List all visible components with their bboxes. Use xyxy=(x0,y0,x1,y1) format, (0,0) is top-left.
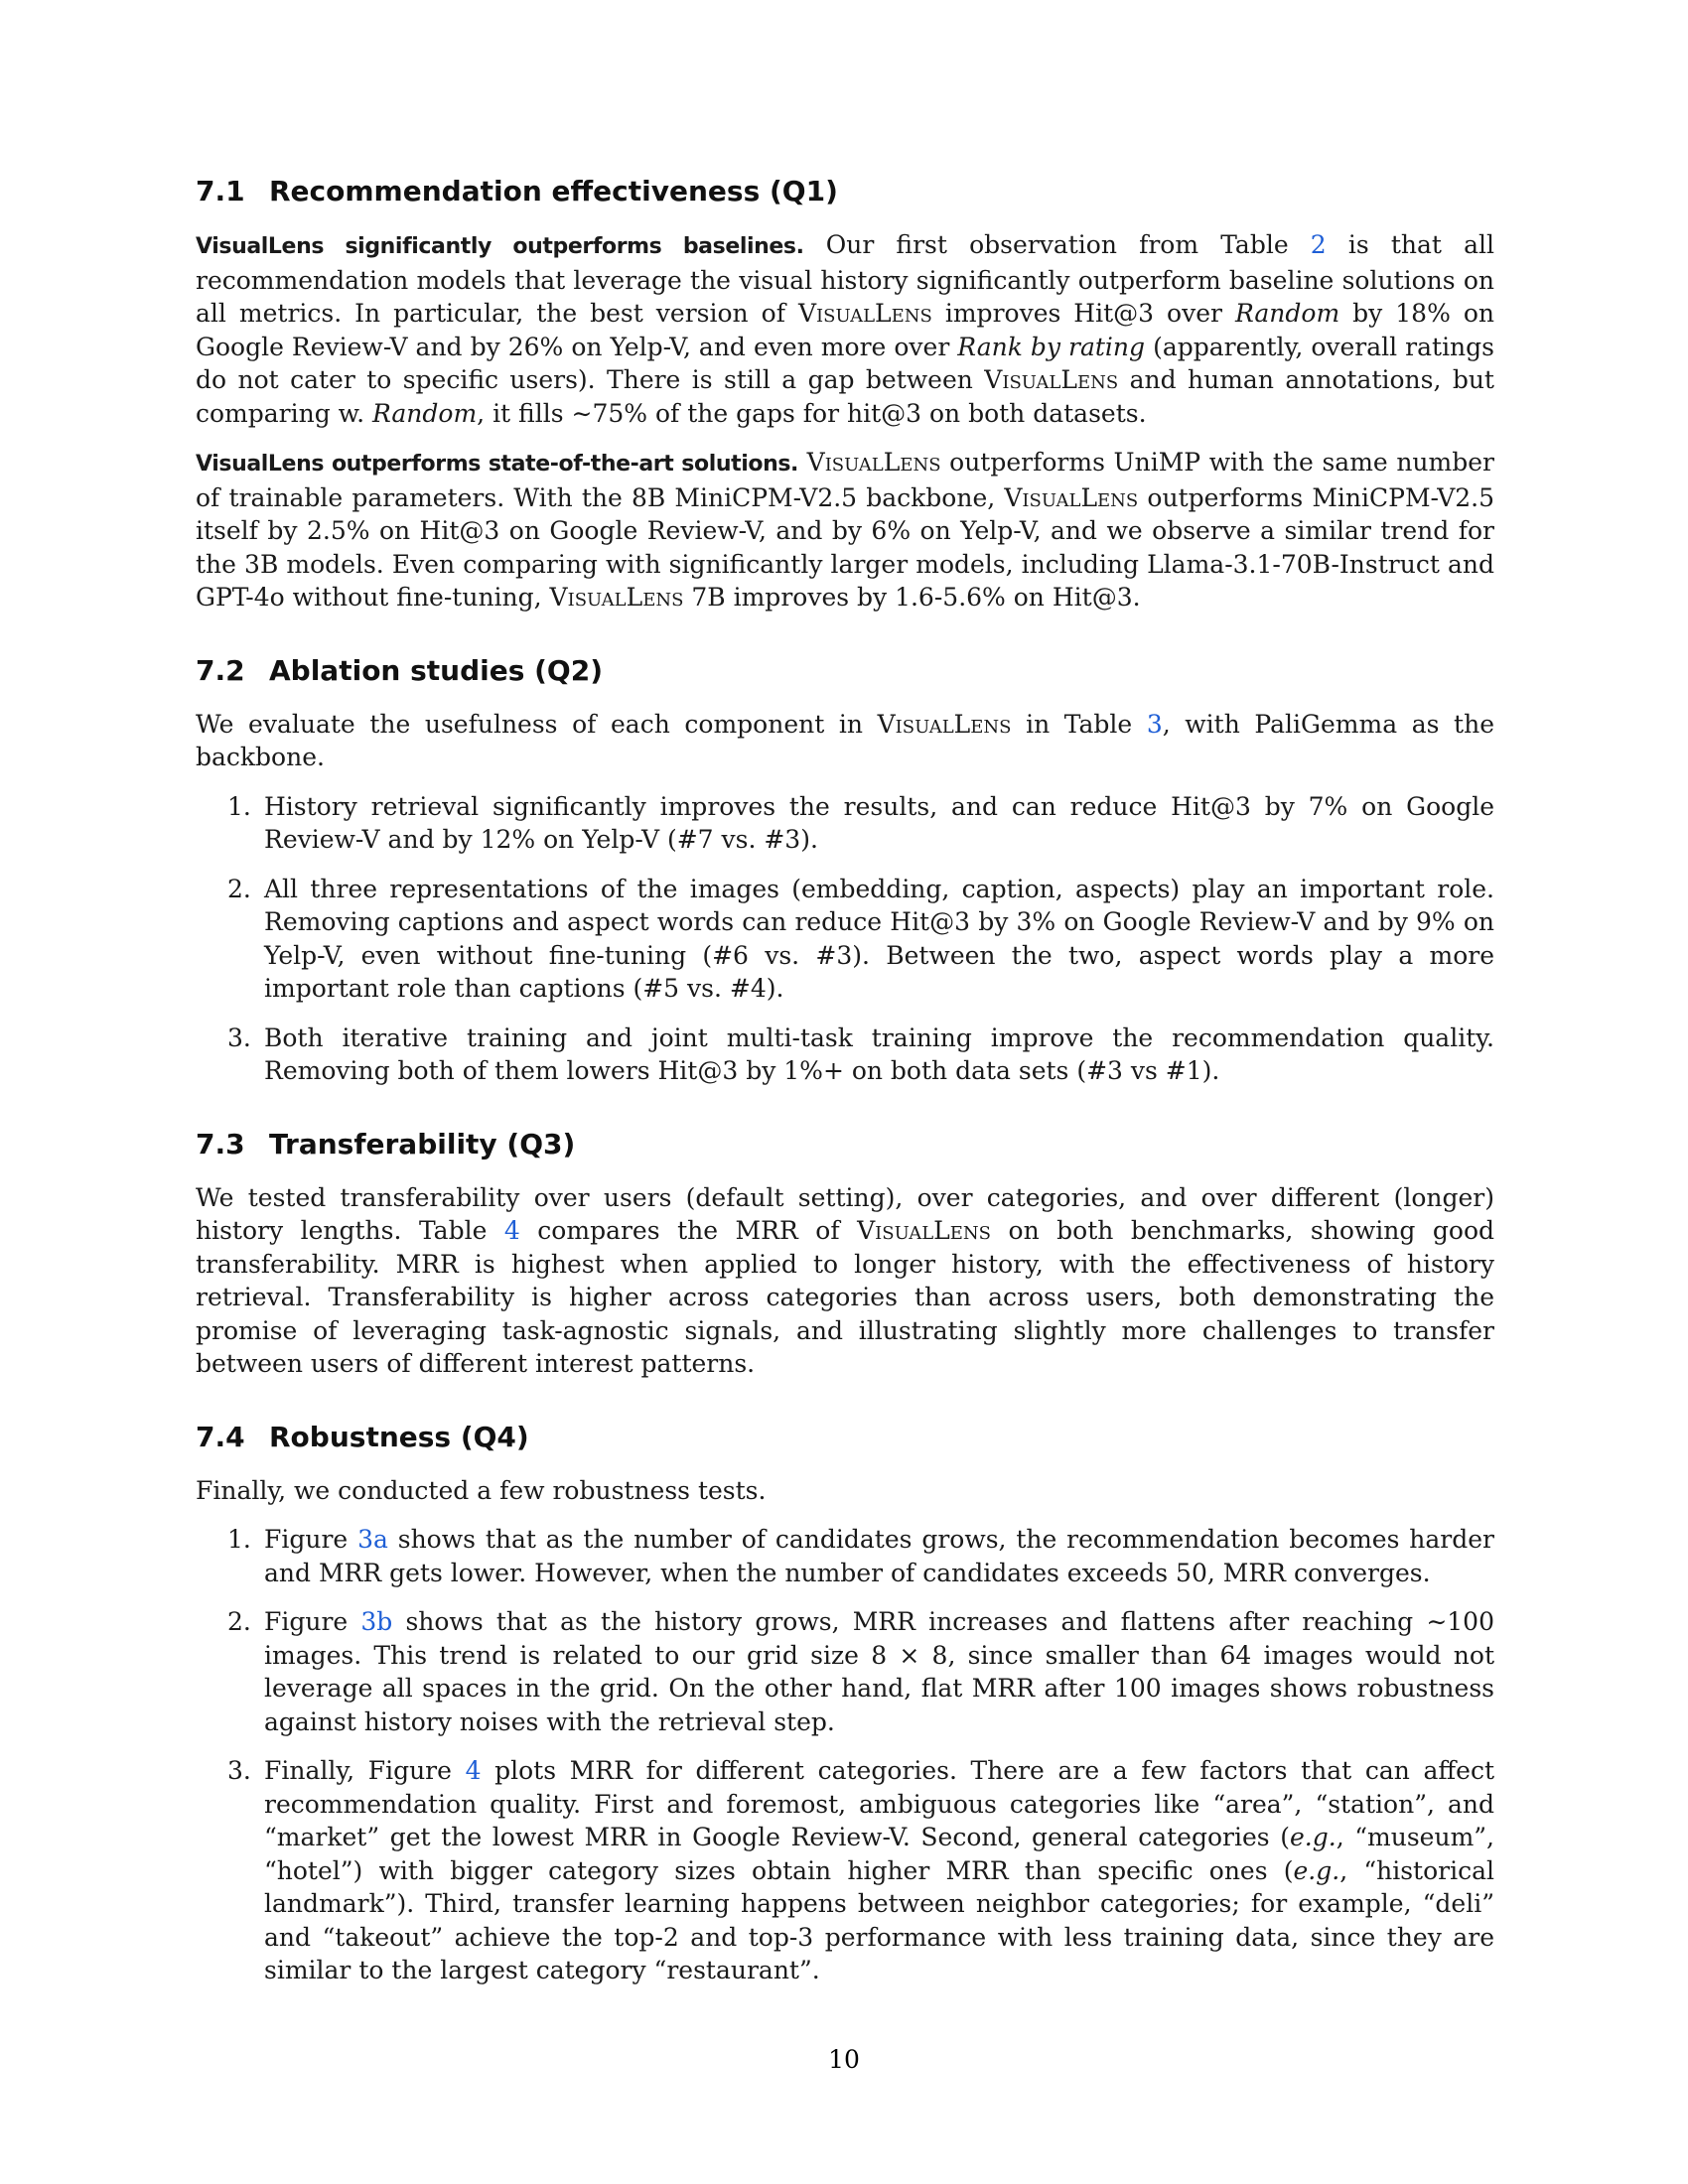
section-heading-7-4: 7.4 Robustness (Q4) xyxy=(196,1420,529,1453)
list-item: 1. History retrieval significantly improves the results, and can reduce Hit@3 by 7% on Google Review-V and by 12% on Yelp-V (#7 vs. #3). xyxy=(227,791,1494,854)
list-item: 2. Figure 3b shows that as the history grows, MRR increases and flattens after reaching ∼100 images. This trend is related to our grid size 8 × 8, since smaller than 64 images would not leverage all spaces in the grid. On the other hand, flat MRR after 100 images shows robustness against history noises with the retrieval step. xyxy=(227,1607,1494,1736)
list-item: 1. Figure 3a shows that as the number of candidates grows, the recommendation becomes harder and MRR gets lower. However, when the number of candidates exceeds 50, MRR converges. xyxy=(227,1525,1494,1587)
table-ref-link[interactable]: 3 xyxy=(1146,709,1163,739)
paper-page xyxy=(196,175,1494,2003)
paragraph-robustness-intro: Finally, we conducted a few robustness tests. xyxy=(196,1475,767,1505)
run-in-heading: VisualLens outperforms state-of-the-art solutions. xyxy=(196,452,798,477)
paragraph-baselines: VisualLens significantly outperforms baselines. Our first observation from Table 2 is that all recommendation models that leverage the visual history significantly outperform baseline solutions on all metrics. In particular, the best version of VisualLens improves Hit@3 over Random by 18% on Google Review-V and by 26% on Yelp-V, and even more over Rank by rating (apparently, overall ratings do not cater to specific users). There is still a gap between VisualLens and human annotations, but comparing w. Random, it fills ∼75% of the gaps for hit@3 on both datasets. xyxy=(196,230,1494,428)
figure-ref-link[interactable]: 3b xyxy=(360,1607,393,1636)
section-heading-7-1: 7.1 Recommendation effectiveness (Q1) xyxy=(196,175,838,207)
paragraph-transferability: We tested transferability over users (default setting), over categories, and over different (longer) history lengths. Table 4 compares the MRR of VisualLens on both benchmarks, showing good transferability. MRR is highest when applied to longer history, with the effectiveness of history retrieval. Transferability is higher across categories than across users, both demonstrating the promise of leveraging task-agnostic signals, and illustrating slightly more challenges to transfer between users of different interest patterns. xyxy=(196,1182,1494,1378)
section-heading-7-2: 7.2 Ablation studies (Q2) xyxy=(196,653,604,687)
table-ref-link[interactable]: 2 xyxy=(1310,230,1327,259)
table-ref-link[interactable]: 4 xyxy=(503,1216,520,1245)
ablation-list xyxy=(196,790,1494,1088)
page-number: 10 xyxy=(828,2045,860,2074)
figure-ref-link[interactable]: 3a xyxy=(357,1525,388,1554)
list-item: 3. Both iterative training and joint multi-task training improve the recommendation quality. Removing both of them lowers Hit@3 by 1%+ on both data sets (#3 vs #1). xyxy=(227,1023,1494,1085)
run-in-heading: VisualLens significantly outperforms baselines. xyxy=(196,234,804,259)
paragraph-ablation-intro: We evaluate the usefulness of each component in VisualLens in Table 3, with PaliGemma as the backbone. xyxy=(196,709,1494,771)
robustness-list xyxy=(196,1523,1494,1987)
paragraph-sota: VisualLens outperforms state-of-the-art solutions. VisualLens outperforms UniMP with the same number of trainable parameters. With the 8B MiniCPM-V2.5 backbone, VisualLens outperforms MiniCPM-V2.5 itself by 2.5% on Hit@3 on Google Review-V, and by 6% on Yelp-V, and we observe a similar trend for the 3B models. Even comparing with significantly larger models, including Llama-3.1-70B-Instruct and GPT-4o without fine-tuning, VisualLens 7B improves by 1.6-5.6% on Hit@3. xyxy=(196,448,1495,612)
list-item: 2. All three representations of the images (embedding, caption, aspects) play an important role. Removing captions and aspect words can reduce Hit@3 by 3% on Google Review-V and by 9% on Yelp-V, even without fine-tuning (#6 vs. #3). Between the two, aspect words play a more important role than captions (#5 vs. #4). xyxy=(227,874,1494,1003)
figure-ref-link[interactable]: 4 xyxy=(465,1756,482,1785)
list-item: 3. Finally, Figure 4 plots MRR for different categories. There are a few factors that can affect recommendation quality. First and foremost, ambiguous categories like “area”, “station”, and “market” get the lowest MRR in Google Review-V. Second, general categories (e.g., “museum”, “hotel”) with bigger category sizes obtain higher MRR than specific ones (e.g., “historical landmark”). Third, transfer learning happens between neighbor categories; for example, “deli” and “takeout” achieve the top-2 and top-3 performance with less training data, since they are similar to the largest category “restaurant”. xyxy=(227,1756,1495,1984)
section-heading-7-3: 7.3 Transferability (Q3) xyxy=(196,1127,576,1160)
